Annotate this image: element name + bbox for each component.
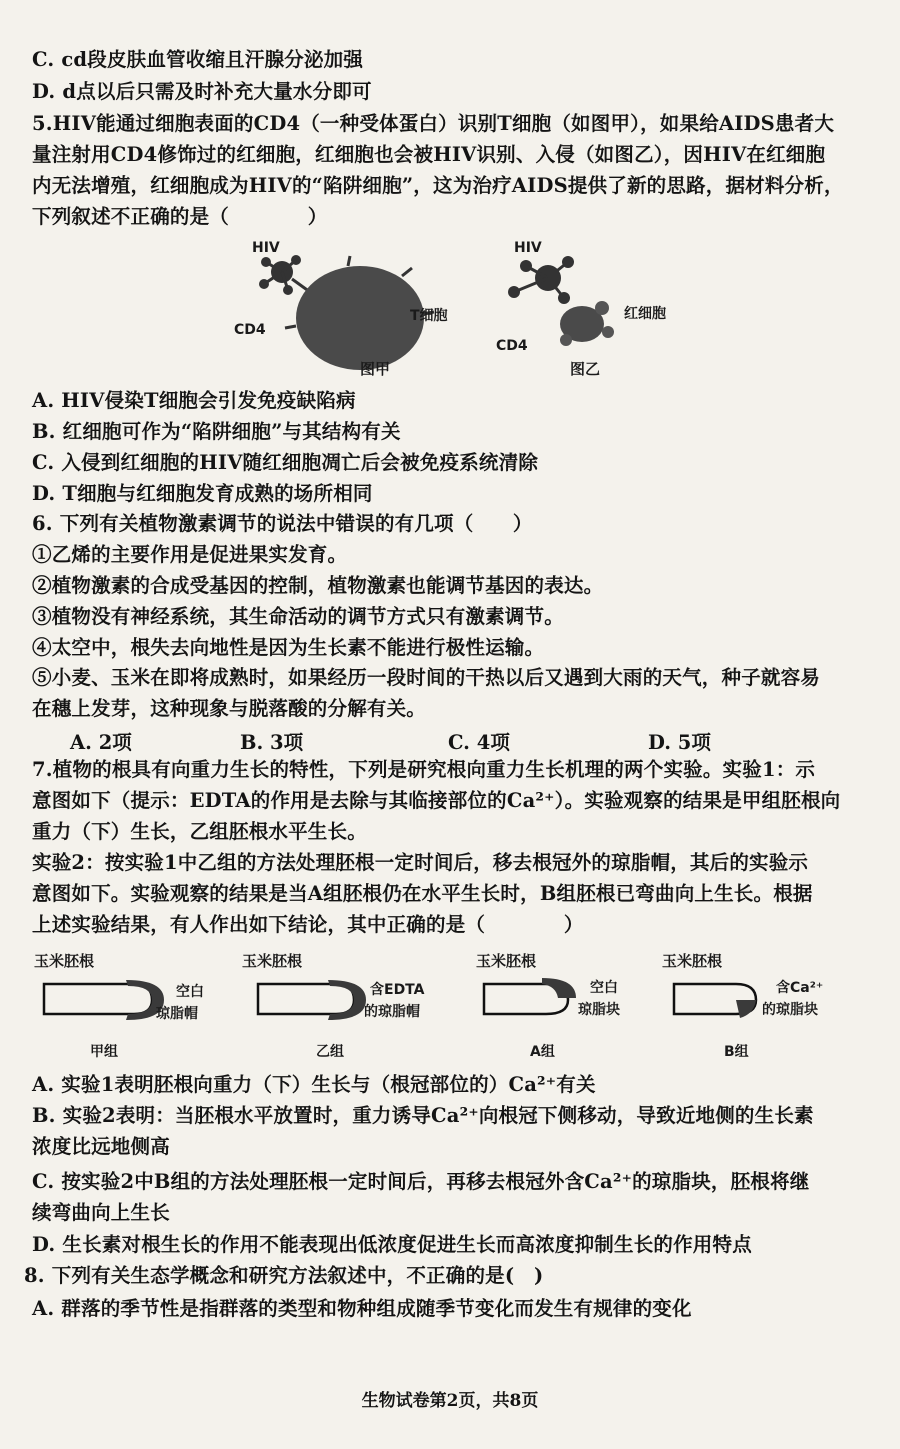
- q6-statement: ⑤小麦、玉米在即将成熟时，如果经历一段时间的干热以后又遇到大雨的天气，种子就容易: [32, 666, 821, 689]
- q5-option-a: A. HIV侵染T细胞会引发免疫缺陷病: [32, 389, 356, 412]
- q4-option-c: C. cd段皮肤血管收缩且汗腺分泌加强: [32, 48, 364, 71]
- root-experiment-figure: [30, 944, 870, 1064]
- group-label: A组: [530, 1044, 555, 1060]
- block-label: 的琼脂块: [762, 1002, 818, 1018]
- q6-stem: 6. 下列有关植物激素调节的说法中错误的有几项（ ）: [32, 512, 533, 535]
- q7-stem-line: 实验2：按实验1中乙组的方法处理胚根一定时间后，移去根冠外的琼脂帽，其后的实验示: [32, 851, 809, 874]
- figure-caption: 图乙: [570, 360, 601, 378]
- q7-stem-line: 意图如下（提示：EDTA的作用是去除与其临接部位的Ca²⁺）。实验观察的结果是甲组胚根向: [32, 789, 841, 812]
- q7-option-a: A. 实验1表明胚根向重力（下）生长与（根冠部位的）Ca²⁺有关: [32, 1073, 596, 1096]
- q6-option-c: C. 4项: [448, 731, 510, 754]
- cd4-label: CD4: [496, 338, 528, 354]
- q7-option-c: C. 按实验2中B组的方法处理胚根一定时间后，再移去根冠外含Ca²⁺的琼脂块，胚根将继: [32, 1170, 810, 1193]
- q7-stem-line: 重力（下）生长，乙组胚根水平生长。: [32, 820, 367, 843]
- figure-caption: 图甲: [360, 360, 391, 378]
- q6-option-b: B. 3项: [240, 731, 304, 754]
- q7-stem-line: 上述实验结果，有人作出如下结论，其中正确的是（ ）: [32, 913, 584, 936]
- q7-option-c-cont: 续弯曲向上生长: [32, 1201, 170, 1224]
- block-label: 含Ca²⁺: [776, 980, 824, 996]
- t-cell-shape: [296, 266, 424, 370]
- group-label: B组: [724, 1044, 749, 1060]
- q5-option-b: B. 红细胞可作为“陷阱细胞”与其结构有关: [32, 420, 401, 443]
- cap-label: 空白: [176, 984, 204, 1000]
- q6-option-a: A. 2项: [70, 731, 132, 754]
- q4-option-d: D. d点以后只需及时补充大量水分即可: [32, 80, 372, 103]
- q5-stem-line: 内无法增殖，红细胞成为HIV的“陷阱细胞”，这为治疗AIDS提供了新的思路，据材料分析，: [32, 174, 844, 197]
- figure-yi: [496, 240, 666, 378]
- agar-cap-shape: [328, 980, 366, 1020]
- root-label: 玉米胚根: [242, 952, 303, 970]
- cap-label: 琼脂帽: [156, 1006, 198, 1022]
- q7-option-b-cont: 浓度比远地侧高: [32, 1135, 170, 1158]
- hiv-label: HIV: [252, 240, 280, 256]
- q8-option-a: A. 群落的季节性是指群落的类型和物种组成随季节变化而发生有规律的变化: [32, 1297, 692, 1320]
- hiv-virus-icon: [259, 255, 310, 295]
- q6-statement: ①乙烯的主要作用是促进果实发育。: [32, 543, 348, 566]
- q7-stem-line: 7.植物的根具有向重力生长的特性，下列是研究根向重力生长机理的两个实验。实验1：示: [32, 758, 816, 781]
- q7-option-b: B. 实验2表明：当胚根水平放置时，重力诱导Ca²⁺向根冠下侧移动，导致近地侧的生长素: [32, 1104, 814, 1127]
- q7-stem-line: 意图如下。实验观察的结果是当A组胚根仍在水平生长时，B组胚根已弯曲向上生长。根据: [32, 882, 813, 905]
- cap-label: 含EDTA: [370, 982, 425, 998]
- group-a-panel: [476, 952, 620, 1060]
- block-label: 琼脂块: [578, 1002, 620, 1018]
- hiv-cd4-figure: [230, 232, 700, 382]
- t-cell-label: T细胞: [410, 308, 448, 324]
- hiv-label: HIV: [514, 240, 542, 256]
- q5-option-c: C. 入侵到红细胞的HIV随红细胞凋亡后会被免疫系统清除: [32, 451, 539, 474]
- block-label: 空白: [590, 980, 618, 996]
- q8-stem: 8. 下列有关生态学概念和研究方法叙述中，不正确的是( ): [24, 1264, 544, 1287]
- q6-statement: ③植物没有神经系统，其生命活动的调节方式只有激素调节。: [32, 605, 564, 628]
- page-footer: 生物试卷第2页，共8页: [361, 1391, 539, 1411]
- group-jia-panel: [34, 952, 204, 1060]
- q5-stem-line: 5.HIV能通过细胞表面的CD4（一种受体蛋白）识别T细胞（如图甲），如果给AIDS患者大: [32, 112, 835, 135]
- root-label: 玉米胚根: [476, 952, 537, 970]
- q5-stem-line: 量注射用CD4修饰过的红细胞，红细胞也会被HIV识别、入侵（如图乙），因HIV在红细胞: [32, 143, 826, 166]
- q5-stem-line: 下列叙述不正确的是（ ）: [32, 205, 328, 228]
- hiv-virus-icon: [508, 256, 574, 304]
- group-label: 甲组: [90, 1044, 118, 1060]
- q6-option-d: D. 5项: [648, 731, 711, 754]
- q6-statement: ④太空中，根失去向地性是因为生长素不能进行极性运输。: [32, 636, 545, 659]
- q7-option-d: D. 生长素对根生长的作用不能表现出低浓度促进生长而高浓度抑制生长的作用特点: [32, 1233, 752, 1256]
- q6-statement: 在穗上发芽，这种现象与脱落酸的分解有关。: [32, 697, 427, 720]
- root-label: 玉米胚根: [34, 952, 95, 970]
- radicle-shape: [44, 984, 152, 1014]
- group-label: 乙组: [316, 1044, 344, 1060]
- red-cell-label: 红细胞: [624, 306, 666, 322]
- q6-statement: ②植物激素的合成受基因的控制，植物激素也能调节基因的表达。: [32, 574, 604, 597]
- q5-option-d: D. T细胞与红细胞发育成熟的场所相同: [32, 482, 373, 505]
- root-label: 玉米胚根: [662, 952, 723, 970]
- group-b-panel: [662, 952, 823, 1060]
- q6-options: [70, 727, 830, 753]
- cap-label: 的琼脂帽: [364, 1004, 420, 1020]
- group-yi-panel: [242, 952, 425, 1060]
- figure-jia: [234, 240, 448, 378]
- agar-block-shape: [542, 978, 576, 998]
- cd4-label: CD4: [234, 322, 266, 338]
- radicle-shape: [258, 984, 354, 1014]
